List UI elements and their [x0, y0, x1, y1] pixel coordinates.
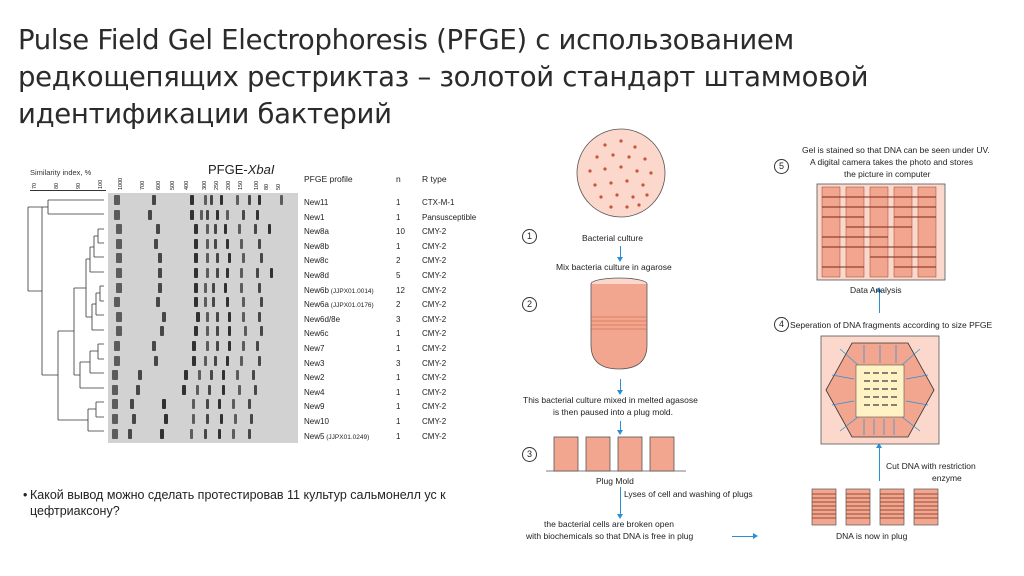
- size-marker: 300: [202, 180, 208, 190]
- step-5-text-1: Gel is stained so that DNA can be seen under UV.: [802, 145, 990, 155]
- step-1-label: Bacterial culture: [582, 233, 643, 243]
- arrow-down-icon: [620, 246, 621, 258]
- pfge-n-cell: 1: [396, 198, 401, 207]
- pfge-n-cell: 2: [396, 256, 401, 266]
- gel-band: [194, 297, 198, 307]
- step-3-text-2: with biochemicals so that DNA is free in plug: [526, 531, 694, 541]
- step-1-number: 1: [522, 229, 537, 244]
- gel-band: [238, 224, 241, 234]
- gel-band: [260, 297, 263, 307]
- gel-band: [226, 210, 229, 220]
- gel-lane: [108, 310, 298, 324]
- gel-band: [254, 224, 257, 234]
- gel-band: [196, 385, 199, 395]
- arrow-down-icon: [620, 487, 621, 515]
- size-marker: 100: [254, 180, 260, 190]
- col-header-profile: PFGE profile: [304, 174, 353, 184]
- electrophoresis-chamber-icon: [820, 335, 940, 445]
- size-marker: 400: [184, 180, 190, 190]
- gel-band: [242, 253, 245, 263]
- size-marker: 150: [238, 180, 244, 190]
- step-4-plug-label: DNA is now in plug: [836, 531, 908, 541]
- size-marker: 500: [170, 180, 176, 190]
- pfge-rtype-cell: CMY-2: [422, 387, 447, 397]
- step-4-number: 4: [774, 317, 789, 332]
- gel-band: [228, 312, 231, 322]
- pfge-n-cell: 1: [396, 387, 401, 397]
- gel-band: [160, 429, 164, 439]
- gel-band: [232, 399, 235, 409]
- col-header-rtype: R type: [422, 174, 447, 184]
- gel-band: [192, 414, 195, 424]
- pfge-n-cell: 1: [396, 344, 401, 353]
- gel-band: [238, 385, 241, 395]
- gel-band: [182, 385, 186, 395]
- pfge-rtype-cell: CMY-2: [422, 300, 447, 310]
- gel-band: [114, 297, 120, 307]
- step-4-cut-2: enzyme: [932, 473, 962, 483]
- step-3-label: Plug Mold: [596, 476, 634, 486]
- pfge-profile-cell: New4: [304, 387, 325, 397]
- gel-band: [114, 210, 120, 220]
- gel-band: [250, 414, 253, 424]
- gel-band: [154, 239, 158, 249]
- gel-band: [228, 326, 231, 336]
- bullet-text: Какой вывод можно сделать протестировав 11 культур сальмонелл ус к цефтриаксону?: [30, 488, 446, 518]
- pfge-profile-cell: New10: [304, 417, 329, 426]
- gel-lane: [108, 208, 298, 222]
- gel-band: [204, 283, 207, 293]
- pfge-profile-cell: New6d/8e: [304, 314, 341, 324]
- gel-band: [248, 429, 251, 439]
- gel-band: [216, 253, 219, 263]
- gel-band: [242, 312, 245, 322]
- gel-band: [138, 370, 142, 380]
- gel-band: [206, 312, 209, 322]
- pfge-rtype-cell: Pansusceptible: [422, 212, 477, 222]
- pfge-rtype-cell: CMY-2: [422, 241, 447, 251]
- gel-band: [192, 399, 195, 409]
- bullet-question: [23, 487, 530, 519]
- gel-band: [224, 224, 227, 234]
- gel-band: [222, 385, 225, 395]
- pfge-profile-cell: New5 (JJPX01.0249): [304, 431, 370, 441]
- step-1-next: Mix bacteria culture in agarose: [556, 262, 672, 272]
- step-3-text-1: the bacterial cells are broken open: [544, 519, 674, 529]
- gel-lane: [108, 397, 298, 411]
- gel-band: [156, 224, 160, 234]
- gel-band: [194, 224, 198, 234]
- gel-band: [258, 239, 261, 249]
- gel-band: [156, 297, 160, 307]
- gel-band: [216, 210, 219, 220]
- gel-band: [198, 370, 201, 380]
- gel-lane: [108, 354, 298, 368]
- gel-band: [280, 195, 283, 205]
- col-header-n: n: [396, 174, 401, 184]
- gel-band: [218, 399, 221, 409]
- gel-band: [112, 399, 118, 409]
- pfge-accession: (JJPX01.0014): [328, 287, 374, 295]
- gel-band: [242, 210, 245, 220]
- gel-band: [248, 399, 251, 409]
- gel-band: [232, 429, 235, 439]
- gel-band: [212, 297, 215, 307]
- gel-band: [152, 341, 156, 351]
- gel-band: [206, 253, 209, 263]
- gel-image: [108, 193, 298, 443]
- gel-band: [116, 224, 122, 234]
- pfge-profile-cell: New3: [304, 358, 325, 368]
- gel-band: [236, 195, 239, 205]
- pfge-profile-cell: New7: [304, 344, 325, 353]
- gel-band: [112, 385, 118, 395]
- pfge-n-cell: 12: [396, 285, 405, 295]
- pfge-profile-cell: New8a: [304, 227, 329, 237]
- pfge-rtype-cell: CMY-2: [422, 314, 447, 324]
- pfge-n-cell: 3: [396, 314, 401, 324]
- gel-band: [236, 370, 239, 380]
- gel-band: [194, 283, 198, 293]
- gel-band: [152, 195, 156, 205]
- pfge-n-cell: 3: [396, 358, 401, 368]
- gel-band: [214, 224, 217, 234]
- gel-band: [226, 356, 229, 366]
- gel-band: [252, 370, 255, 380]
- gel-band: [116, 268, 122, 278]
- pfge-rtype-cell: CMY-2: [422, 271, 447, 280]
- gel-lane: [108, 295, 298, 309]
- gel-band: [224, 283, 227, 293]
- gel-band: [208, 385, 211, 395]
- gel-lane: [108, 266, 298, 280]
- gel-band: [128, 429, 132, 439]
- gel-band: [114, 341, 120, 351]
- gel-lane: [108, 237, 298, 251]
- step-3-number: 3: [522, 447, 537, 462]
- gel-band: [112, 414, 118, 424]
- gel-band: [200, 210, 203, 220]
- gel-lane: [108, 383, 298, 397]
- pfge-n-cell: 1: [396, 329, 401, 339]
- gel-band: [116, 253, 122, 263]
- pfge-n-cell: 1: [396, 417, 401, 426]
- gel-band: [240, 268, 243, 278]
- pfge-rtype-cell: CMY-2: [422, 358, 447, 368]
- gel-band: [214, 356, 217, 366]
- arrow-down-icon: [620, 421, 621, 431]
- gel-band: [268, 224, 271, 234]
- plug-mold-icon: [546, 435, 686, 473]
- gel-band: [226, 268, 229, 278]
- gel-band: [192, 356, 196, 366]
- gel-band: [160, 326, 164, 336]
- pfge-profile-cell: New9: [304, 402, 325, 412]
- similarity-scale: [30, 180, 106, 192]
- arrow-up-icon: [879, 447, 880, 481]
- pfge-rtype-cell: CMY-2: [422, 285, 447, 295]
- pfge-rtype-cell: CMY-2: [422, 256, 447, 266]
- gel-band: [154, 356, 158, 366]
- gel-band: [190, 195, 194, 205]
- gel-band: [216, 326, 219, 336]
- gel-band: [206, 399, 209, 409]
- gel-band: [258, 312, 261, 322]
- gel-band: [248, 195, 251, 205]
- gel-band: [220, 195, 223, 205]
- gel-band: [270, 268, 273, 278]
- gel-band: [256, 268, 259, 278]
- pfge-n-cell: 1: [396, 212, 401, 222]
- gel-lane: [108, 281, 298, 295]
- gel-band: [228, 341, 231, 351]
- bullet-dot: •: [23, 488, 28, 502]
- pfge-n-cell: 5: [396, 271, 401, 280]
- size-marker: 200: [226, 180, 232, 190]
- gel-band: [116, 283, 122, 293]
- pfge-profile-cell: New6b (JJPX01.0014): [304, 285, 374, 295]
- pfge-rtype-cell: CMY-2: [422, 431, 447, 441]
- pfge-figure: [18, 160, 518, 450]
- gel-lane: [108, 427, 298, 441]
- gel-band: [132, 414, 136, 424]
- gel-band: [192, 341, 196, 351]
- gel-band: [258, 356, 261, 366]
- gel-band: [212, 283, 215, 293]
- pfge-n-cell: 1: [396, 402, 401, 412]
- gel-band: [194, 239, 198, 249]
- step-5-text-3: the picture in computer: [844, 169, 931, 179]
- step-2-number: 2: [522, 297, 537, 312]
- gel-band: [240, 356, 243, 366]
- tube-icon: [588, 277, 650, 373]
- gel-band: [216, 341, 219, 351]
- gel-band: [162, 399, 166, 409]
- gel-band: [206, 210, 209, 220]
- gel-band: [258, 195, 261, 205]
- gel-band: [148, 210, 152, 220]
- pfge-profile-cell: New8d: [304, 271, 329, 280]
- size-marker: 700: [140, 180, 146, 190]
- gel-band: [190, 210, 194, 220]
- gel-band: [226, 297, 229, 307]
- gel-band: [196, 312, 200, 322]
- pfge-accession: (JJPX01.0249): [324, 433, 370, 441]
- gel-band: [204, 429, 207, 439]
- pfge-n-cell: 1: [396, 241, 401, 251]
- pfge-rtype-cell: CMY-2: [422, 402, 447, 412]
- gel-band: [194, 326, 198, 336]
- gel-band: [204, 195, 207, 205]
- pfge-title: PFGE-XbaI: [208, 162, 275, 177]
- dendrogram: [18, 193, 108, 448]
- gel-band: [242, 341, 245, 351]
- gel-band: [256, 210, 259, 220]
- gel-band: [244, 326, 247, 336]
- gel-band: [114, 195, 120, 205]
- step-2-text-2: is then paused into a plug mold.: [553, 407, 674, 417]
- gel-band: [206, 239, 209, 249]
- gel-band: [158, 268, 162, 278]
- step-2-text-1: This bacterial culture mixed in melted agasose: [523, 395, 698, 405]
- gel-band: [130, 399, 134, 409]
- gel-lane: [108, 412, 298, 426]
- gel-band: [136, 385, 140, 395]
- pfge-accession: (JJPX01.0176): [328, 302, 374, 310]
- step-5-number: 5: [774, 159, 789, 174]
- gel-band: [194, 268, 198, 278]
- gel-lane: [108, 222, 298, 236]
- gel-band: [216, 312, 219, 322]
- gel-lane: [108, 324, 298, 338]
- gel-band: [190, 429, 193, 439]
- petri-dish-icon: [575, 127, 667, 219]
- gel-band: [206, 414, 209, 424]
- size-marker: 1000: [118, 177, 124, 190]
- gel-band: [220, 414, 223, 424]
- gel-band: [162, 312, 166, 322]
- gel-band: [112, 429, 118, 439]
- similarity-tick: 70: [32, 182, 38, 189]
- pfge-profile-cell: New6a (JJPX01.0176): [304, 300, 374, 310]
- gel-band: [258, 283, 261, 293]
- gel-photo-icon: [816, 183, 946, 281]
- gel-band: [222, 370, 225, 380]
- gel-band: [158, 283, 162, 293]
- gel-band: [164, 414, 168, 424]
- pfge-profile-cell: New8b: [304, 241, 329, 251]
- gel-band: [210, 195, 213, 205]
- dna-plugs-icon: [810, 487, 950, 527]
- gel-band: [210, 370, 213, 380]
- arrow-down-icon: [620, 379, 621, 391]
- similarity-tick: 90: [76, 182, 82, 189]
- pfge-rtype-cell: CMY-2: [422, 373, 447, 383]
- pfge-rtype-cell: CMY-2: [422, 344, 447, 353]
- size-marker: 50: [276, 183, 282, 190]
- gel-band: [228, 253, 231, 263]
- gel-band: [116, 312, 122, 322]
- size-marker: 600: [156, 180, 162, 190]
- pfge-profile-cell: New11: [304, 198, 329, 207]
- gel-band: [260, 326, 263, 336]
- pfge-profile-cell: New6c: [304, 329, 329, 339]
- pfge-rtype-cell: CMY-2: [422, 329, 447, 339]
- slide-title: Pulse Field Gel Electrophoresis (PFGE) с использованием редкощепящих рестриктаз – золотой стандарт штаммовой идентификации бактерий: [18, 24, 869, 130]
- pfge-rtype-cell: CMY-2: [422, 227, 447, 237]
- step-3-lysis: Lyses of cell and washing of plugs: [624, 489, 753, 499]
- gel-band: [116, 239, 122, 249]
- pfge-n-cell: 2: [396, 300, 401, 310]
- similarity-tick: 100: [98, 179, 104, 189]
- pfge-rtype-cell: CTX-M-1: [422, 198, 455, 207]
- step-4-cut-1: Cut DNA with restriction: [886, 461, 976, 471]
- step-4-label: Seperation of DNA fragments according to size PFGE: [790, 320, 993, 330]
- gel-band: [242, 297, 245, 307]
- arrow-right-icon: [732, 536, 754, 537]
- gel-band: [206, 224, 209, 234]
- gel-band: [260, 253, 263, 263]
- gel-band: [114, 356, 120, 366]
- gel-band: [256, 341, 259, 351]
- gel-lane: [108, 368, 298, 382]
- gel-band: [214, 239, 217, 249]
- pfge-n-cell: 10: [396, 227, 405, 237]
- gel-band: [218, 429, 221, 439]
- size-marker: 80: [264, 183, 270, 190]
- pfge-n-cell: 1: [396, 431, 401, 441]
- gel-band: [206, 326, 209, 336]
- gel-band: [206, 268, 209, 278]
- gel-band: [216, 268, 219, 278]
- gel-band: [240, 239, 243, 249]
- pfge-n-cell: 1: [396, 373, 401, 383]
- pfge-process-diagram: [520, 125, 1020, 575]
- pfge-profile-cell: New8c: [304, 256, 329, 266]
- gel-lane: [108, 339, 298, 353]
- pfge-rtype-cell: CMY-2: [422, 417, 447, 426]
- step-5-text-2: A digital camera takes the photo and stores: [810, 157, 974, 167]
- gel-band: [158, 253, 162, 263]
- similarity-tick: 80: [54, 182, 60, 189]
- gel-band: [112, 370, 118, 380]
- gel-band: [254, 385, 257, 395]
- gel-band: [204, 297, 207, 307]
- similarity-index-label: Similarity index, %: [30, 168, 92, 177]
- gel-lane: [108, 193, 298, 207]
- size-marker: 250: [214, 180, 220, 190]
- gel-band: [226, 239, 229, 249]
- step-5-label: Data Analysis: [850, 285, 902, 295]
- pfge-profile-cell: New2: [304, 373, 325, 383]
- gel-lane: [108, 251, 298, 265]
- gel-band: [206, 341, 209, 351]
- gel-band: [184, 370, 188, 380]
- gel-band: [116, 326, 122, 336]
- gel-band: [234, 414, 237, 424]
- gel-band: [204, 356, 207, 366]
- gel-band: [194, 253, 198, 263]
- pfge-profile-cell: New1: [304, 212, 325, 222]
- gel-band: [240, 283, 243, 293]
